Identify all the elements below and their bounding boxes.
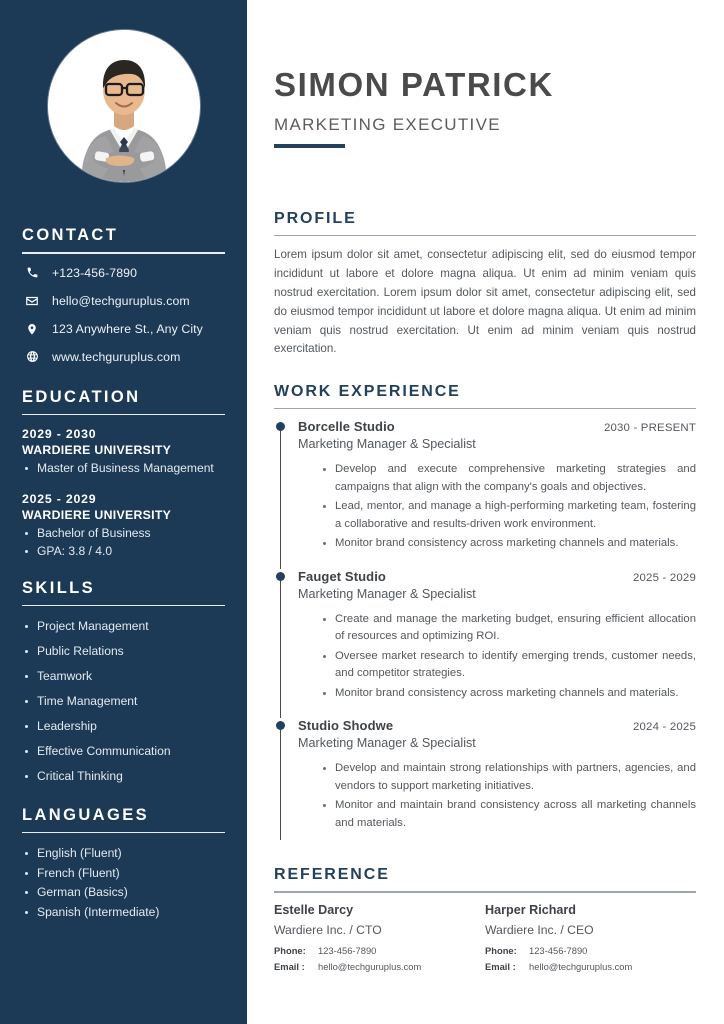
list-item: Time Management — [22, 693, 225, 711]
list-item: Monitor brand consistency across marketing channels and materials. — [322, 685, 696, 703]
work-entry-header — [298, 569, 696, 584]
timeline-dot-icon — [276, 721, 285, 730]
list-item: German (Basics) — [22, 884, 225, 902]
work-bullet-list — [298, 461, 696, 553]
profile-text: Lorem ipsum dolor sit amet, consectetur adipiscing elit, sed do eiusmod tempor incididunt ut labore et dolore magna aliqua. Ut enim ad minim veniam quis nostrud exercitation. Lorem ipsum dolor sit amet, consectetur adipiscing elit, sed do eiusmod tempor incididunt ut labore et dolore magna aliqua. Ut enim ad minim veniam quis nostrud exercitation. Ut enim ad minim veniam quis nostrud exercitation. — [274, 248, 696, 356]
contact-divider — [22, 252, 225, 254]
reference-email-label: Email : — [274, 961, 305, 973]
contact-phone-value: +123-456-7890 — [52, 265, 138, 280]
reference-entry — [274, 903, 485, 976]
list-item: Spanish (Intermediate) — [22, 904, 225, 922]
contact-item-email[interactable] — [22, 294, 225, 308]
timeline-line — [280, 424, 282, 569]
reference-email-label: Email : — [485, 961, 516, 973]
list-item: Develop and maintain strong relationships with partners, agencies, and vendors to support marketing initiatives. — [322, 760, 696, 795]
phone-icon — [22, 266, 42, 279]
education-section — [0, 388, 247, 561]
education-years: 2029 - 2030 — [22, 427, 97, 441]
education-detail-list — [22, 525, 225, 561]
contact-email-value: hello@techguruplus.com — [52, 293, 190, 308]
education-divider — [22, 414, 225, 416]
list-item: Monitor and maintain brand consistency across all marketing channels and materials. — [322, 797, 696, 832]
envelope-icon — [22, 294, 42, 308]
work-bullet-list — [298, 611, 696, 703]
work-entry-header — [298, 718, 696, 733]
job-role-subtitle: MARKETING EXECUTIVE — [274, 115, 501, 134]
list-item: Master of Business Management — [22, 460, 225, 478]
reference-phone-value: 123-456-7890 — [318, 944, 377, 956]
reference-org: Wardiere Inc. / CTO — [274, 922, 382, 937]
work-role: Marketing Manager & Specialist — [298, 586, 476, 601]
work-company: Fauget Studio — [298, 568, 386, 584]
skills-divider — [22, 605, 225, 607]
work-role: Marketing Manager & Specialist — [298, 736, 476, 751]
header-accent-rule — [274, 144, 345, 148]
contact-item-address[interactable] — [22, 322, 225, 336]
page-title: SIMON PATRICK — [274, 66, 554, 103]
profile-photo-illustration — [48, 30, 200, 182]
skills-heading: SKILLS — [22, 578, 96, 597]
work-experience-heading: WORK EXPERIENCE — [274, 383, 461, 401]
languages-list — [22, 845, 225, 921]
reference-email-value: hello@techguruplus.com — [318, 961, 422, 973]
reference-email-value: hello@techguruplus.com — [529, 961, 633, 973]
education-entry — [22, 427, 225, 478]
timeline-dot-icon — [276, 572, 285, 581]
list-item: Monitor brand consistency across marketing channels and materials. — [322, 535, 696, 553]
list-item: Create and manage the marketing budget, ensuring efficient allocation of resources and optimizing ROI. — [322, 611, 696, 646]
work-timeline — [274, 419, 696, 848]
location-pin-icon — [22, 322, 42, 336]
contact-heading: CONTACT — [22, 226, 119, 244]
list-item: Project Management — [22, 618, 225, 636]
languages-heading: LANGUAGES — [22, 805, 150, 824]
avatar — [48, 30, 200, 182]
work-dates: 2025 - 2029 — [632, 571, 696, 584]
work-entry — [274, 419, 696, 569]
languages-section — [0, 806, 247, 922]
reference-phone-row — [274, 944, 467, 957]
education-entry — [22, 492, 225, 561]
reference-section — [274, 866, 696, 976]
education-detail-list — [22, 460, 225, 478]
contact-item-website[interactable] — [22, 350, 225, 364]
list-item: Critical Thinking — [22, 768, 225, 786]
list-item: Teamwork — [22, 668, 225, 686]
work-experience-section — [274, 383, 696, 848]
work-entry — [274, 569, 696, 719]
list-item: Lead, mentor, and manage a high-performing marketing team, fostering a collaborative and results-driven work environment. — [322, 498, 696, 533]
work-dates: 2030 - PRESENT — [603, 422, 696, 435]
reference-entry — [485, 903, 696, 976]
reference-name: Estelle Darcy — [274, 902, 354, 917]
globe-icon — [22, 350, 42, 363]
education-years: 2025 - 2029 — [22, 491, 97, 506]
list-item: Develop and execute comprehensive marketing strategies and campaigns that align with the company's goals and objectives. — [322, 461, 696, 496]
work-experience-divider — [274, 408, 696, 409]
contact-item-phone[interactable] — [22, 266, 225, 280]
list-item: GPA: 3.8 / 4.0 — [22, 543, 225, 561]
reference-divider — [274, 891, 696, 892]
reference-phone-value: 123-456-7890 — [529, 944, 588, 956]
list-item: Public Relations — [22, 643, 225, 661]
list-item: Effective Communication — [22, 743, 225, 761]
reference-heading: REFERENCE — [274, 866, 390, 884]
work-company: Borcelle Studio — [298, 419, 395, 435]
main-content — [247, 0, 724, 1024]
resume-header — [274, 68, 696, 148]
list-item: Oversee market research to identify emerging trends, customer needs, and competitor strategies. — [322, 648, 696, 683]
profile-heading: PROFILE — [274, 210, 357, 227]
languages-divider — [22, 832, 225, 834]
timeline-line — [280, 574, 282, 719]
reference-org: Wardiere Inc. / CEO — [485, 922, 594, 937]
reference-email-row — [485, 960, 678, 973]
work-bullet-list — [298, 760, 696, 832]
skills-list — [22, 618, 225, 786]
reference-grid — [274, 903, 696, 976]
list-item: French (Fluent) — [22, 865, 225, 883]
contact-website-value: www.techguruplus.com — [52, 349, 181, 364]
work-company: Studio Shodwe — [298, 718, 394, 734]
reference-phone-row — [485, 944, 678, 957]
education-school: WARDIERE UNIVERSITY — [22, 507, 172, 522]
list-item: Leadership — [22, 718, 225, 736]
reference-phone-label: Phone: — [274, 944, 306, 956]
profile-section — [274, 210, 696, 359]
work-role: Marketing Manager & Specialist — [298, 437, 476, 452]
list-item: Bachelor of Business — [22, 525, 225, 543]
education-school: WARDIERE UNIVERSITY — [22, 443, 172, 457]
avatar-wrap — [0, 0, 247, 182]
timeline-line — [280, 723, 282, 840]
work-dates: 2024 - 2025 — [632, 721, 696, 734]
contact-section — [0, 226, 247, 364]
sidebar — [0, 0, 247, 1024]
reference-name: Harper Richard — [485, 902, 576, 917]
reference-email-row — [274, 960, 467, 973]
work-entry-header — [298, 419, 696, 434]
reference-phone-label: Phone: — [485, 944, 517, 956]
education-heading: EDUCATION — [22, 387, 141, 406]
list-item: English (Fluent) — [22, 845, 225, 863]
timeline-dot-icon — [276, 422, 285, 431]
work-entry — [274, 718, 696, 848]
skills-section — [0, 579, 247, 786]
contact-address-value: 123 Anywhere St., Any City — [52, 321, 203, 336]
profile-divider — [274, 235, 696, 236]
